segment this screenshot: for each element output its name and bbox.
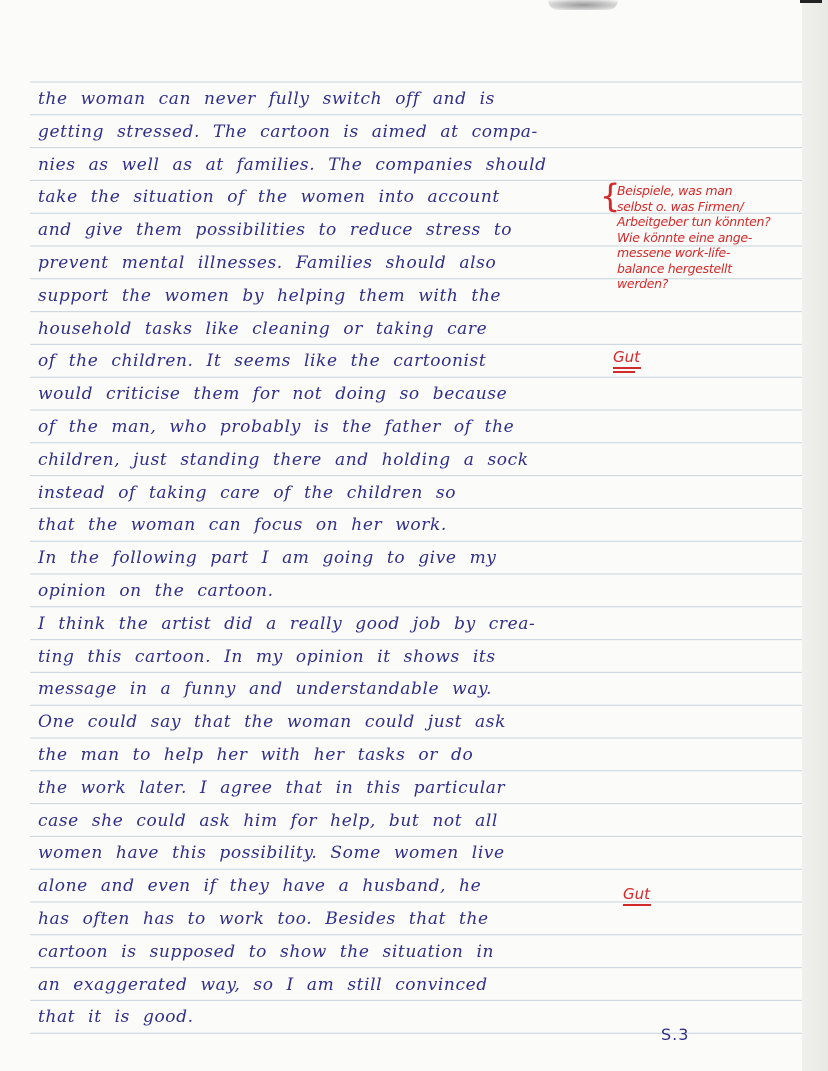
- essay-line: and give them possibilities to reduce stress to: [38, 220, 513, 241]
- essay-line: instead of taking care of the children so: [38, 482, 457, 503]
- essay-line: nies as well as at families. The companies should: [38, 154, 547, 175]
- grade-mark-text: Gut: [613, 348, 641, 366]
- essay-line: would criticise them for not doing so because: [38, 384, 508, 405]
- grade-underline: [613, 371, 635, 373]
- margin-comment-line: selbst o. was Firmen/: [617, 198, 744, 214]
- corner-mark: [800, 0, 822, 3]
- essay-line: an exaggerated way, so I am still convinced: [38, 974, 488, 995]
- grade-underline: [623, 904, 651, 906]
- margin-comment-line: werden?: [617, 276, 669, 291]
- essay-line: women have this possibility. Some women live: [38, 843, 505, 864]
- margin-comment: [617, 183, 817, 292]
- essay-line: has often has to work too. Besides that the: [38, 909, 489, 929]
- essay-line: support the women by helping them with the: [38, 285, 502, 306]
- essay-line: that it is good.: [38, 1007, 194, 1028]
- essay-line: household tasks like cleaning or taking care: [38, 318, 488, 339]
- essay-line: getting stressed. The cartoon is aimed at compa-: [38, 121, 538, 142]
- essay-line: of the man, who probably is the father of the: [38, 417, 515, 437]
- essay-line: cartoon is supposed to show the situation in: [38, 941, 495, 962]
- essay-line: the man to help her with her tasks or do: [38, 745, 474, 765]
- essay-line: alone and even if they have a husband, he: [38, 876, 482, 897]
- brace-icon: {: [600, 177, 621, 215]
- essay-line: message in a funny and understandable way.: [38, 679, 492, 700]
- margin-comment-line: Arbeitgeber tun könnten?: [617, 214, 771, 229]
- essay-line: that the woman can focus on her work.: [38, 515, 447, 536]
- binder-clip-shadow: [548, 0, 618, 10]
- essay-line: take the situation of the women into account: [38, 187, 500, 208]
- margin-comment-line: Wie könnte eine ange-: [617, 229, 752, 245]
- essay-line: the woman can never fully switch off and is: [38, 89, 495, 109]
- essay-line: of the children. It seems like the cartoonist: [38, 351, 487, 372]
- essay-line: ting this cartoon. In my opinion it shows its: [38, 646, 496, 667]
- grade-mark-gut: [613, 348, 641, 373]
- page-edge: [802, 0, 828, 1071]
- margin-comment-line: balance hergestellt: [617, 260, 732, 276]
- page-number: S.3: [661, 1025, 690, 1044]
- essay-line: In the following part I am going to give my: [38, 548, 497, 569]
- margin-comment-line: Beispiele, was man: [617, 183, 733, 198]
- margin-comment-line: messene work-life-: [617, 245, 731, 260]
- essay-line: the work later. I agree that in this particular: [38, 777, 506, 798]
- essay-line: opinion on the cartoon.: [38, 581, 274, 601]
- essay-line: One could say that the woman could just ask: [38, 712, 507, 733]
- grade-mark-gut: [623, 885, 651, 906]
- essay-line: children, just standing there and holding a sock: [38, 449, 529, 470]
- grade-underline: [613, 367, 641, 369]
- essay-line: case she could ask him for help, but not all: [38, 810, 498, 831]
- grade-mark-text: Gut: [623, 885, 651, 903]
- essay-line: prevent mental illnesses. Families should also: [38, 253, 497, 273]
- essay-line: I think the artist did a really good job by crea-: [38, 613, 536, 634]
